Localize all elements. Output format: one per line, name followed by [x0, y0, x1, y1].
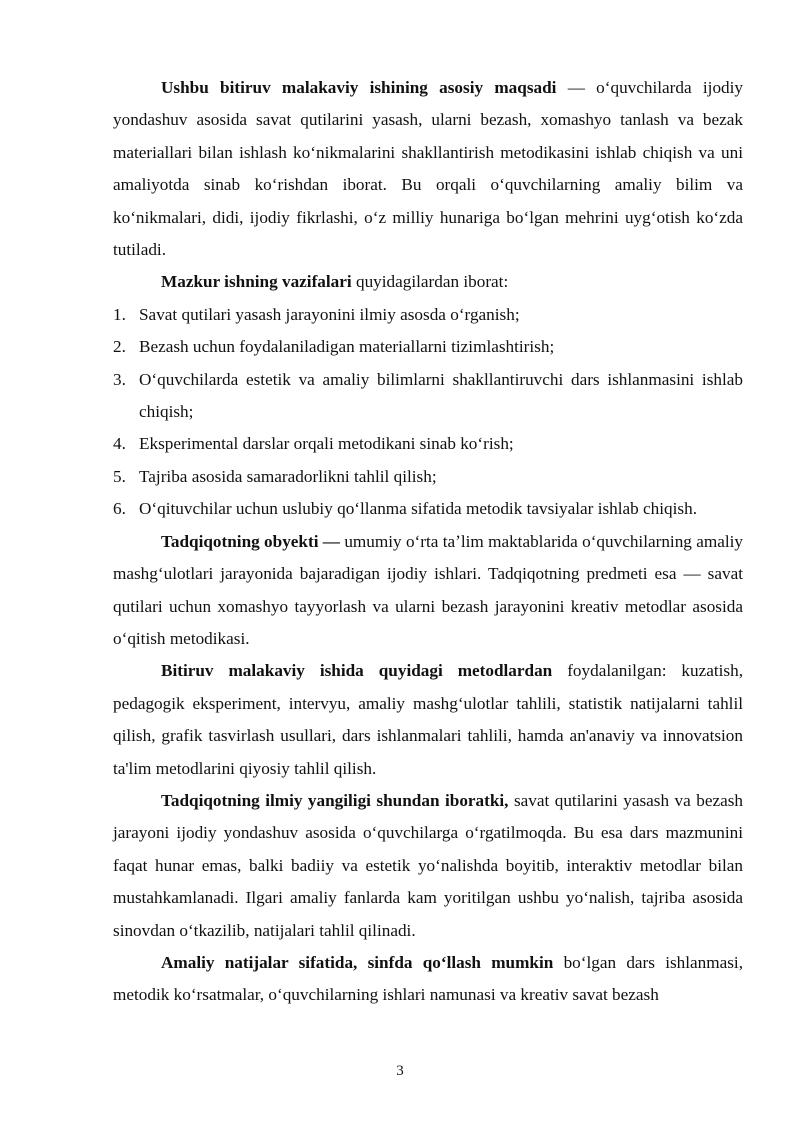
paragraph-methods [113, 655, 743, 785]
list-item [113, 461, 743, 493]
paragraph-goal-heading: Ushbu bitiruv malakaviy ishining asosiy maqsadi [161, 78, 557, 97]
paragraph-tasks-intro [113, 266, 743, 298]
list-item [113, 331, 743, 363]
list-item-text: Bezash uchun foydalaniladigan materiallarni tizimlashtirish; [139, 337, 555, 357]
list-item-text: Eksperimental darslar orqali metodikani sinab koʻrish; [139, 434, 514, 454]
paragraph-tasks-text: quyidagilardan iborat: [351, 272, 509, 292]
paragraph-goal [113, 72, 743, 266]
tasks-list [113, 299, 743, 526]
body-text [113, 72, 743, 1012]
list-item [113, 364, 743, 429]
paragraph-object-heading: Tadqiqotning obyekti — [161, 531, 340, 551]
list-item-text: Oʻquvchilarda estetik va amaliy bilimlarni shakllantiruvchi dars ishlanmasini ishlab chiqish; [139, 369, 743, 422]
list-item [113, 299, 743, 331]
list-item-number: 2. [113, 337, 126, 357]
paragraph-tasks-heading: Mazkur ishning vazifalari [161, 272, 352, 292]
list-item-number: 5. [113, 466, 126, 486]
list-item-number: 6. [113, 499, 126, 519]
paragraph-results-text: boʻlgan dars ishlanmasi, metodik koʻrsatmalar, oʻquvchilarning ishlari namunasi va kreativ savat bezash [113, 952, 744, 1005]
paragraph-novelty-text: savat qutilarini yasash va bezash jarayoni ijodiy yondashuv asosida oʻquvchilarga oʻrgatilmoqda. Bu esa dars mazmunini faqat hunar emas, balki badiiy va estetik yoʻnalishda boyitib, interaktiv metodlar bilan mustahkamlanadi. Ilgari amaliy fanlarda kam yoritilgan ushbu yoʻnalish, tajriba asosida sinovdan oʻtkazilib, natijalari tahlil qilinadi. [113, 790, 743, 940]
list-item-text: Tajriba asosida samaradorlikni tahlil qilish; [139, 466, 437, 486]
paragraph-methods-text: foydalanilgan: kuzatish, pedagogik eksperiment, intervyu, amaliy mashgʻulotlar tahlili, statistik natijalarni tahlil qilish, grafik tasvirlash usullari, dars ishlanmalari tahlili, hamda an'anaviy va innovatsion ta'lim metodlarini qiyosiy tahlil qilish. [113, 661, 743, 778]
list-item [113, 493, 743, 525]
list-item-number: 4. [113, 434, 126, 454]
paragraph-object-text: umumiy oʻrta taʼlim maktablarida oʻquvchilarning amaliy mashgʻulotlari jarayonida bajaradigan ijodiy ishlari. Tadqiqotning predmeti esa — savat qutilari uchun xomashyo tayyorlash va ularni bezash jarayonini kreativ metodlar asosida oʻqitish metodikasi. [113, 531, 743, 648]
paragraph-novelty [113, 785, 743, 947]
paragraph-results-heading: Amaliy natijalar sifatida, sinfda qoʻllash mumkin [161, 952, 554, 972]
page-number: 3 [396, 1063, 404, 1079]
paragraph-novelty-heading: Tadqiqotning ilmiy yangiligi shundan iboratki, [161, 790, 509, 810]
list-item-number: 1. [113, 304, 126, 324]
list-item-number: 3. [113, 369, 126, 389]
list-item-text: Oʻqituvchilar uchun uslubiy qoʻllanma sifatida metodik tavsiyalar ishlab chiqish. [139, 499, 697, 519]
list-item-text: Savat qutilari yasash jarayonini ilmiy asosda oʻrganish; [139, 304, 520, 324]
paragraph-goal-text: — oʻquvchilarda ijodiy yondashuv asosida savat qutilarini yasash, ularni bezash, xomashyo tanlash va bezak materiallari bilan ishlash koʻnikmalarini shakllantirish metodikasini ishlab chiqish va uni amaliyotda sinab koʻrishdan iborat. Bu orqali oʻquvchilarning amaliy bilim va koʻnikmalari, didi, ijodiy fikrlashi, oʻz milliy hunariga boʻlgan mehrini uygʻotish koʻzda tutiladi. [113, 78, 744, 260]
paragraph-object [113, 526, 743, 656]
list-item [113, 428, 743, 460]
paragraph-methods-heading: Bitiruv malakaviy ishida quyidagi metodlardan [161, 661, 553, 681]
paragraph-results [113, 947, 743, 1012]
